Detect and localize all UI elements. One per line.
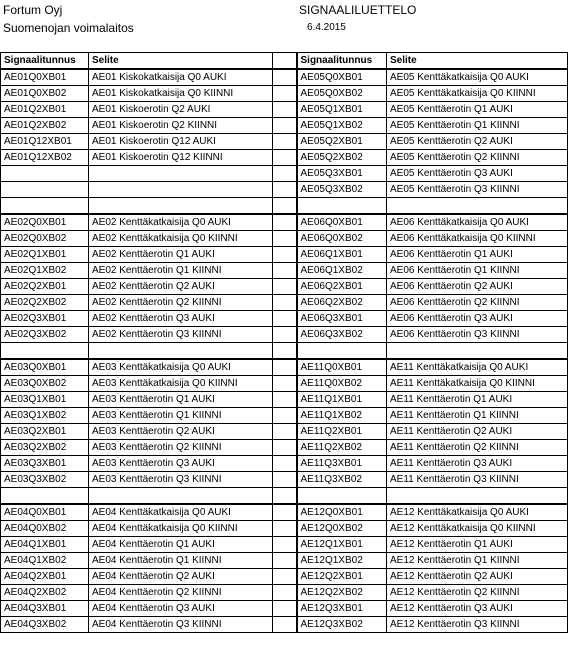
- column-gap: [273, 553, 297, 569]
- signal-desc-right: AE06 Kenttäerotin Q2 AUKI: [387, 279, 568, 295]
- table-row: [1, 392, 568, 408]
- column-gap: [273, 521, 297, 537]
- signal-desc-right: AE11 Kenttäkatkaisija Q0 KIINNI: [387, 376, 568, 392]
- column-gap: [273, 86, 297, 102]
- signal-desc-right: AE11 Kenttäerotin Q2 AUKI: [387, 424, 568, 440]
- signal-desc-right: AE12 Kenttäerotin Q3 KIINNI: [387, 617, 568, 633]
- signal-id-left: AE04Q2XB02: [1, 585, 89, 601]
- table-row: [1, 440, 568, 456]
- signal-id-left: AE04Q0XB02: [1, 521, 89, 537]
- column-gap: [273, 214, 297, 231]
- signal-desc-left: AE01 Kiskoerotin Q2 AUKI: [89, 102, 273, 118]
- signal-desc-right: AE06 Kenttäerotin Q2 KIINNI: [387, 295, 568, 311]
- signal-id-right: [297, 488, 387, 505]
- signal-id-right: AE12Q3XB01: [297, 601, 387, 617]
- signal-id-right: [297, 343, 387, 360]
- signal-id-right: AE06Q3XB02: [297, 327, 387, 343]
- signal-id-left: AE02Q1XB01: [1, 247, 89, 263]
- table-row: [1, 456, 568, 472]
- table-row: [1, 488, 568, 505]
- signal-id-right: AE12Q2XB01: [297, 569, 387, 585]
- column-gap: [273, 343, 297, 360]
- table-row: [1, 424, 568, 440]
- column-header-desc-left: Selite: [89, 53, 273, 70]
- signal-id-left: [1, 198, 89, 215]
- signal-id-right: AE06Q0XB02: [297, 231, 387, 247]
- signal-id-left: AE04Q0XB01: [1, 504, 89, 521]
- signal-desc-right: AE05 Kenttäerotin Q2 AUKI: [387, 134, 568, 150]
- column-gap: [273, 150, 297, 166]
- signal-id-right: AE05Q3XB02: [297, 182, 387, 198]
- signal-desc-right: AE11 Kenttäerotin Q2 KIINNI: [387, 440, 568, 456]
- table-row: [1, 376, 568, 392]
- column-gap: [273, 69, 297, 86]
- signal-desc-left: AE01 Kiskoerotin Q12 AUKI: [89, 134, 273, 150]
- signal-id-right: AE05Q1XB01: [297, 102, 387, 118]
- column-gap: [273, 472, 297, 488]
- signal-desc-right: AE06 Kenttäerotin Q3 AUKI: [387, 311, 568, 327]
- table-row: [1, 102, 568, 118]
- signal-desc-right: AE11 Kenttäerotin Q1 KIINNI: [387, 408, 568, 424]
- table-row: [1, 166, 568, 182]
- column-gap: [273, 601, 297, 617]
- column-gap: [273, 247, 297, 263]
- signal-desc-left: AE02 Kenttäerotin Q2 AUKI: [89, 279, 273, 295]
- table-row: [1, 247, 568, 263]
- signal-id-left: AE03Q1XB01: [1, 392, 89, 408]
- signal-id-right: AE12Q0XB02: [297, 521, 387, 537]
- signal-id-right: AE06Q2XB01: [297, 279, 387, 295]
- column-gap: [273, 311, 297, 327]
- signal-desc-left: AE02 Kenttäerotin Q2 KIINNI: [89, 295, 273, 311]
- table-header-row: [1, 53, 568, 70]
- column-gap: [273, 231, 297, 247]
- signal-id-left: [1, 488, 89, 505]
- column-gap: [273, 118, 297, 134]
- table-row: [1, 279, 568, 295]
- table-row: [1, 408, 568, 424]
- signal-id-left: AE04Q1XB02: [1, 553, 89, 569]
- signal-desc-right: AE06 Kenttäerotin Q1 AUKI: [387, 247, 568, 263]
- signal-desc-right: AE11 Kenttäerotin Q3 AUKI: [387, 456, 568, 472]
- signal-desc-left: AE04 Kenttäerotin Q3 AUKI: [89, 601, 273, 617]
- signal-id-left: AE03Q0XB02: [1, 376, 89, 392]
- signal-id-left: AE04Q3XB02: [1, 617, 89, 633]
- document-date: 6.4.2015: [307, 22, 346, 33]
- signal-desc-left: AE03 Kenttäerotin Q2 AUKI: [89, 424, 273, 440]
- table-row: [1, 585, 568, 601]
- signal-desc-right: AE05 Kenttäerotin Q3 AUKI: [387, 166, 568, 182]
- column-gap: [273, 263, 297, 279]
- column-gap: [273, 392, 297, 408]
- signal-id-right: AE06Q2XB02: [297, 295, 387, 311]
- signal-desc-left: AE03 Kenttäerotin Q1 AUKI: [89, 392, 273, 408]
- signal-id-left: AE02Q3XB01: [1, 311, 89, 327]
- table-row: [1, 231, 568, 247]
- column-gap: [273, 359, 297, 376]
- signal-id-right: AE05Q1XB02: [297, 118, 387, 134]
- signal-id-left: AE04Q2XB01: [1, 569, 89, 585]
- signal-desc-right: AE12 Kenttäerotin Q3 AUKI: [387, 601, 568, 617]
- signal-id-left: AE03Q3XB02: [1, 472, 89, 488]
- table-row: [1, 521, 568, 537]
- signal-id-right: [297, 198, 387, 215]
- signal-id-right: AE12Q3XB02: [297, 617, 387, 633]
- signal-desc-right: AE05 Kenttäkatkaisija Q0 KIINNI: [387, 86, 568, 102]
- column-gap: [273, 53, 297, 70]
- signal-id-right: AE11Q2XB02: [297, 440, 387, 456]
- signal-id-left: AE03Q0XB01: [1, 359, 89, 376]
- table-row: [1, 118, 568, 134]
- column-gap: [273, 279, 297, 295]
- signal-id-right: AE11Q0XB02: [297, 376, 387, 392]
- signal-desc-right: AE05 Kenttäerotin Q2 KIINNI: [387, 150, 568, 166]
- signal-id-left: AE01Q2XB02: [1, 118, 89, 134]
- signal-desc-right: AE06 Kenttäkatkaisija Q0 AUKI: [387, 214, 568, 231]
- table-row: [1, 86, 568, 102]
- column-gap: [273, 408, 297, 424]
- signal-desc-left: [89, 488, 273, 505]
- signal-desc-left: AE04 Kenttäerotin Q2 KIINNI: [89, 585, 273, 601]
- signal-desc-left: AE04 Kenttäkatkaisija Q0 AUKI: [89, 504, 273, 521]
- signal-desc-left: [89, 198, 273, 215]
- column-header-id-right: Signaalitunnus: [297, 53, 387, 70]
- company-name: Fortum Oyj: [3, 3, 63, 17]
- signal-id-left: AE04Q3XB01: [1, 601, 89, 617]
- column-header-desc-right: Selite: [387, 53, 568, 70]
- signal-id-right: AE12Q1XB01: [297, 537, 387, 553]
- signal-desc-right: AE06 Kenttäerotin Q1 KIINNI: [387, 263, 568, 279]
- table-row: [1, 472, 568, 488]
- column-gap: [273, 166, 297, 182]
- signal-desc-left: AE03 Kenttäerotin Q3 AUKI: [89, 456, 273, 472]
- signal-desc-right: AE12 Kenttäerotin Q1 AUKI: [387, 537, 568, 553]
- signal-desc-right: AE11 Kenttäkatkaisija Q0 AUKI: [387, 359, 568, 376]
- signal-id-left: AE01Q12XB01: [1, 134, 89, 150]
- signal-id-right: AE11Q2XB01: [297, 424, 387, 440]
- document-title: SIGNAALILUETTELO: [299, 3, 417, 17]
- signal-id-right: AE11Q1XB02: [297, 408, 387, 424]
- signal-desc-right: AE05 Kenttäerotin Q3 KIINNI: [387, 182, 568, 198]
- table-row: [1, 263, 568, 279]
- signal-desc-right: [387, 488, 568, 505]
- signal-id-right: AE05Q2XB01: [297, 134, 387, 150]
- signal-desc-left: AE02 Kenttäerotin Q1 KIINNI: [89, 263, 273, 279]
- signal-desc-left: AE03 Kenttäerotin Q3 KIINNI: [89, 472, 273, 488]
- signal-id-right: AE12Q2XB02: [297, 585, 387, 601]
- signal-id-right: AE06Q0XB01: [297, 214, 387, 231]
- signal-desc-left: AE02 Kenttäkatkaisija Q0 KIINNI: [89, 231, 273, 247]
- table-row: [1, 150, 568, 166]
- signal-id-right: AE11Q0XB01: [297, 359, 387, 376]
- signal-table: [0, 52, 568, 633]
- signal-desc-right: AE12 Kenttäkatkaisija Q0 KIINNI: [387, 521, 568, 537]
- signal-id-left: AE01Q2XB01: [1, 102, 89, 118]
- signal-desc-left: AE02 Kenttäerotin Q3 KIINNI: [89, 327, 273, 343]
- table-row: [1, 198, 568, 215]
- signal-desc-left: [89, 166, 273, 182]
- signal-desc-right: AE12 Kenttäerotin Q2 KIINNI: [387, 585, 568, 601]
- table-row: [1, 182, 568, 198]
- signal-id-right: AE12Q0XB01: [297, 504, 387, 521]
- column-gap: [273, 617, 297, 633]
- table-row: [1, 601, 568, 617]
- column-gap: [273, 182, 297, 198]
- table-row: [1, 343, 568, 360]
- signal-desc-left: AE04 Kenttäkatkaisija Q0 KIINNI: [89, 521, 273, 537]
- column-gap: [273, 134, 297, 150]
- signal-id-right: AE12Q1XB02: [297, 553, 387, 569]
- signal-desc-left: AE04 Kenttäerotin Q1 AUKI: [89, 537, 273, 553]
- signal-id-left: [1, 182, 89, 198]
- signal-desc-left: AE03 Kenttäerotin Q2 KIINNI: [89, 440, 273, 456]
- column-gap: [273, 456, 297, 472]
- signal-desc-right: AE06 Kenttäkatkaisija Q0 KIINNI: [387, 231, 568, 247]
- signal-desc-left: AE02 Kenttäerotin Q1 AUKI: [89, 247, 273, 263]
- signal-id-left: AE03Q2XB01: [1, 424, 89, 440]
- signal-desc-left: AE01 Kiskokatkaisija Q0 AUKI: [89, 69, 273, 86]
- table-row: [1, 311, 568, 327]
- table-row: [1, 569, 568, 585]
- signal-desc-left: [89, 182, 273, 198]
- signal-id-left: AE02Q2XB02: [1, 295, 89, 311]
- signal-id-right: AE05Q0XB01: [297, 69, 387, 86]
- signal-id-right: AE06Q3XB01: [297, 311, 387, 327]
- signal-desc-right: [387, 343, 568, 360]
- signal-id-left: AE03Q1XB02: [1, 408, 89, 424]
- signal-desc-left: AE02 Kenttäkatkaisija Q0 AUKI: [89, 214, 273, 231]
- signal-id-left: AE03Q2XB02: [1, 440, 89, 456]
- signal-id-left: AE02Q0XB02: [1, 231, 89, 247]
- signal-id-left: AE04Q1XB01: [1, 537, 89, 553]
- column-gap: [273, 537, 297, 553]
- column-gap: [273, 327, 297, 343]
- signal-desc-right: AE12 Kenttäkatkaisija Q0 AUKI: [387, 504, 568, 521]
- signal-desc-right: [387, 198, 568, 215]
- column-gap: [273, 440, 297, 456]
- signal-id-left: AE01Q0XB01: [1, 69, 89, 86]
- plant-name: Suomenojan voimalaitos: [3, 21, 134, 35]
- signal-id-right: AE11Q1XB01: [297, 392, 387, 408]
- signal-id-right: AE06Q1XB02: [297, 263, 387, 279]
- signal-desc-left: AE04 Kenttäerotin Q2 AUKI: [89, 569, 273, 585]
- column-gap: [273, 569, 297, 585]
- table-body: [1, 69, 568, 633]
- column-header-id-left: Signaalitunnus: [1, 53, 89, 70]
- signal-desc-left: AE03 Kenttäkatkaisija Q0 KIINNI: [89, 376, 273, 392]
- table-row: [1, 214, 568, 231]
- signal-desc-left: AE03 Kenttäerotin Q1 KIINNI: [89, 408, 273, 424]
- table-row: [1, 327, 568, 343]
- column-gap: [273, 585, 297, 601]
- signal-desc-left: AE03 Kenttäkatkaisija Q0 AUKI: [89, 359, 273, 376]
- column-gap: [273, 424, 297, 440]
- signal-desc-right: AE05 Kenttäerotin Q1 AUKI: [387, 102, 568, 118]
- signal-id-right: AE11Q3XB02: [297, 472, 387, 488]
- column-gap: [273, 295, 297, 311]
- signal-id-left: AE01Q0XB02: [1, 86, 89, 102]
- signal-desc-left: AE01 Kiskoerotin Q12 KIINNI: [89, 150, 273, 166]
- signal-id-left: AE03Q3XB01: [1, 456, 89, 472]
- signal-desc-right: AE06 Kenttäerotin Q3 KIINNI: [387, 327, 568, 343]
- signal-desc-left: AE02 Kenttäerotin Q3 AUKI: [89, 311, 273, 327]
- signal-desc-left: AE01 Kiskoerotin Q2 KIINNI: [89, 118, 273, 134]
- signal-desc-right: AE05 Kenttäkatkaisija Q0 AUKI: [387, 69, 568, 86]
- signal-desc-right: AE05 Kenttäerotin Q1 KIINNI: [387, 118, 568, 134]
- column-gap: [273, 198, 297, 215]
- signal-desc-left: AE01 Kiskokatkaisija Q0 KIINNI: [89, 86, 273, 102]
- signal-id-left: [1, 166, 89, 182]
- signal-id-right: AE11Q3XB01: [297, 456, 387, 472]
- table-row: [1, 553, 568, 569]
- signal-desc-left: [89, 343, 273, 360]
- table-row: [1, 359, 568, 376]
- signal-desc-left: AE04 Kenttäerotin Q1 KIINNI: [89, 553, 273, 569]
- signal-id-right: AE06Q1XB01: [297, 247, 387, 263]
- table-row: [1, 69, 568, 86]
- signal-id-right: AE05Q2XB02: [297, 150, 387, 166]
- table-row: [1, 537, 568, 553]
- column-gap: [273, 102, 297, 118]
- table-row: [1, 617, 568, 633]
- signal-desc-right: AE11 Kenttäerotin Q3 KIINNI: [387, 472, 568, 488]
- signal-id-left: AE02Q0XB01: [1, 214, 89, 231]
- column-gap: [273, 376, 297, 392]
- signal-desc-left: AE04 Kenttäerotin Q3 KIINNI: [89, 617, 273, 633]
- signal-id-left: [1, 343, 89, 360]
- document-header: [0, 0, 569, 52]
- signal-id-right: AE05Q0XB02: [297, 86, 387, 102]
- table-row: [1, 134, 568, 150]
- signal-id-left: AE01Q12XB02: [1, 150, 89, 166]
- signal-id-left: AE02Q2XB01: [1, 279, 89, 295]
- signal-id-right: AE05Q3XB01: [297, 166, 387, 182]
- signal-id-left: AE02Q1XB02: [1, 263, 89, 279]
- signal-id-left: AE02Q3XB02: [1, 327, 89, 343]
- signal-desc-right: AE12 Kenttäerotin Q1 KIINNI: [387, 553, 568, 569]
- column-gap: [273, 488, 297, 505]
- table-row: [1, 504, 568, 521]
- column-gap: [273, 504, 297, 521]
- signal-desc-right: AE12 Kenttäerotin Q2 AUKI: [387, 569, 568, 585]
- table-row: [1, 295, 568, 311]
- signal-desc-right: AE11 Kenttäerotin Q1 AUKI: [387, 392, 568, 408]
